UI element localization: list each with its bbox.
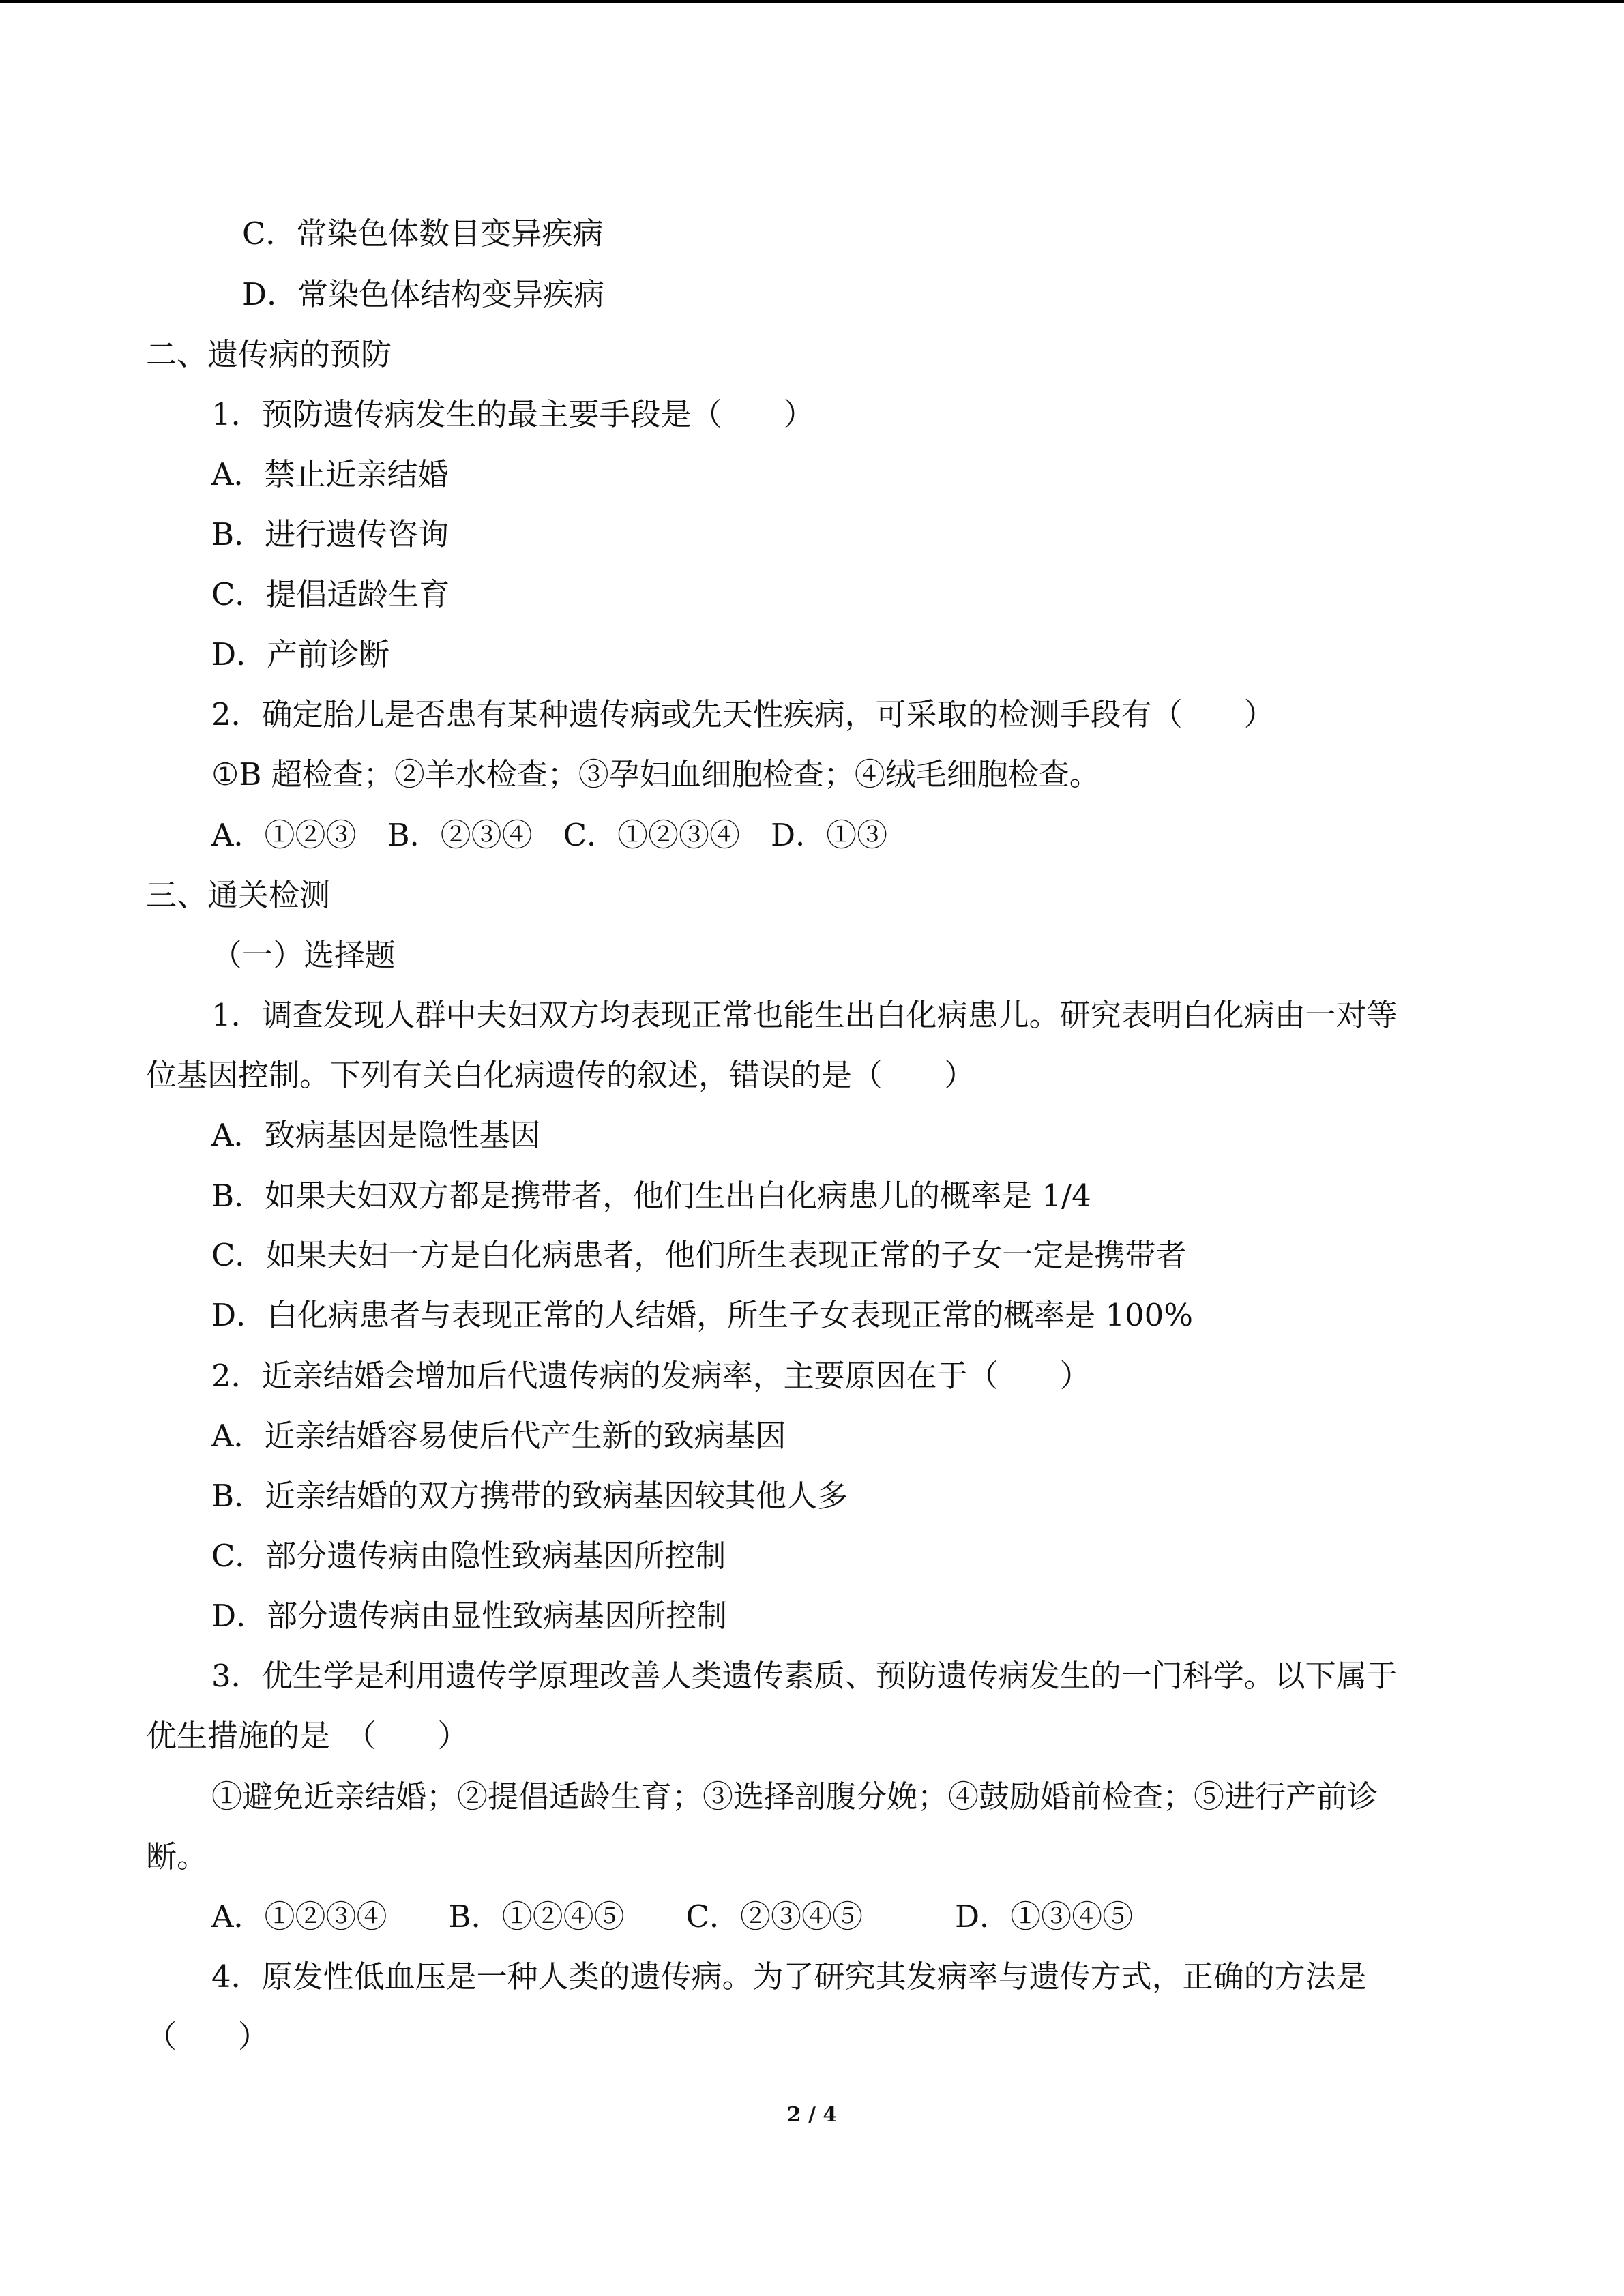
option-a-text: A．致病基因是隐性基因 (211, 1117, 541, 1153)
page-number: 2 / 4 (786, 2103, 838, 2127)
option-a-text: A．禁止近亲结婚 (211, 456, 449, 492)
question-text: 1．预防遗传病发生的最主要手段是（ ） (211, 396, 814, 432)
option-d-text: D．常染色体结构变异疾病 (242, 276, 605, 312)
question-text: 3．优生学是利用遗传学原理改善人类遗传素质、预防遗传病发生的一门科学。以下属于 (211, 1658, 1398, 1694)
option-d-text: D．白化病患者与表现正常的人结婚，所生子女表现正常的概率是 100% (211, 1297, 1194, 1333)
option-c-text: C．常染色体数目变异疾病 (242, 215, 604, 252)
answer-options-row: A．①②③④ B．①②④⑤ C．②③④⑤ D．①③④⑤ (211, 1898, 1134, 1935)
option-b-text: B．如果夫妇双方都是携带者，他们生出白化病患儿的概率是 1/4 (211, 1178, 1091, 1214)
choice-list-text: ①B 超检查；②羊水检查；③孕妇血细胞检查；④绒毛细胞检查。 (211, 756, 1100, 792)
question-text-continued: 优生措施的是 （ ） (146, 1718, 469, 1754)
section-heading: 二、遗传病的预防 (146, 336, 392, 372)
subsection-heading: （一）选择题 (211, 937, 396, 973)
option-d-text: D．部分遗传病由显性致病基因所控制 (211, 1598, 728, 1634)
choice-list-text-continued: 断。 (146, 1838, 208, 1875)
question-text: 1．调查发现人群中夫妇双方均表现正常也能生出白化病患儿。研究表明白化病由一对等 (211, 997, 1398, 1033)
option-c-text: C．部分遗传病由隐性致病基因所控制 (211, 1538, 726, 1574)
question-text: 2．确定胎儿是否患有某种遗传病或先天性疾病，可采取的检测手段有（ ） (211, 696, 1275, 732)
question-text-continued: 位基因控制。下列有关白化病遗传的叙述，错误的是（ ） (146, 1057, 975, 1093)
option-d-text: D．产前诊断 (211, 636, 390, 672)
option-c-text: C．提倡适龄生育 (211, 576, 450, 612)
option-b-text: B．进行遗传咨询 (211, 516, 449, 552)
answer-options-row: A．①②③ B．②③④ C．①②③④ D．①③ (211, 817, 888, 853)
option-b-text: B．近亲结婚的双方携带的致病基因较其他人多 (211, 1478, 848, 1514)
section-heading: 三、通关检测 (146, 877, 331, 913)
option-c-text: C．如果夫妇一方是白化病患者，他们所生表现正常的子女一定是携带者 (211, 1237, 1187, 1273)
question-text-continued: （ ） (146, 2018, 269, 2055)
option-a-text: A．近亲结婚容易使后代产生新的致病基因 (211, 1418, 786, 1454)
question-text: 2．近亲结婚会增加后代遗传病的发病率，主要原因在于（ ） (211, 1358, 1091, 1394)
question-text: 4．原发性低血压是一种人类的遗传病。为了研究其发病率与遗传方式，正确的方法是 (211, 1958, 1367, 1995)
choice-list-text: ①避免近亲结婚；②提倡适龄生育；③选择剖腹分娩；④鼓励婚前检查；⑤进行产前诊 (211, 1778, 1378, 1815)
